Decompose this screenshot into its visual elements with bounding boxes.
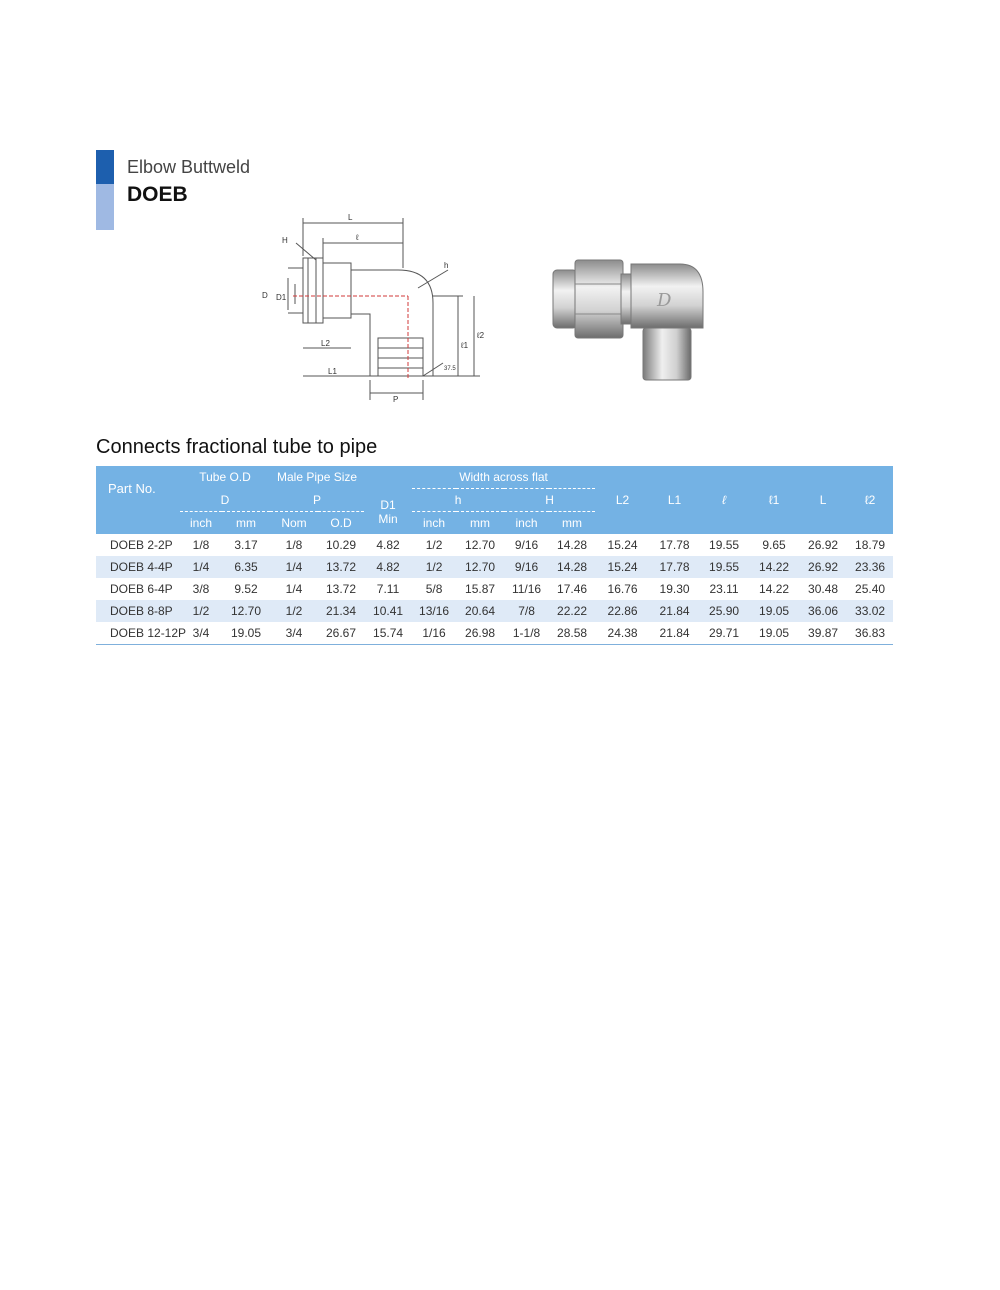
th-l1: L1	[667, 493, 682, 507]
cell: 13.72	[318, 556, 364, 578]
cell: 28.58	[549, 622, 595, 645]
cell: 9.65	[762, 538, 786, 552]
cell: 26.92	[799, 556, 847, 578]
product-subtitle: Elbow Buttweld	[127, 157, 251, 177]
table-row	[96, 534, 893, 556]
title-accent-bar-light	[96, 184, 114, 230]
cell: 39.87	[799, 622, 847, 645]
cell: 24.38	[595, 622, 650, 645]
cell: 15.24	[595, 556, 650, 578]
th-pipe-od: O.D	[330, 516, 352, 530]
cell: 10.29	[326, 538, 357, 552]
cell: 14.28	[549, 556, 595, 578]
cell: 19.30	[659, 582, 690, 596]
th-partno-spacer	[96, 512, 180, 535]
th-male-pipe-size: Male Pipe Size	[277, 470, 358, 485]
cell: 26.67	[318, 622, 364, 645]
th-tube-mm: mm	[236, 516, 256, 530]
cell: 1/2	[412, 556, 456, 578]
technical-drawing	[248, 208, 508, 408]
cell: 21.84	[650, 622, 699, 645]
spec-table	[96, 466, 893, 645]
cell: 16.76	[607, 582, 638, 596]
cell: 7.11	[376, 582, 400, 596]
th-pipe-symbol: P	[270, 489, 364, 512]
cell: 15.87	[465, 582, 496, 596]
section-heading: Connects fractional tube to pipe	[96, 436, 378, 458]
dim-label-L: L	[348, 213, 353, 222]
dim-label-l: ℓ	[356, 233, 359, 242]
cell: 4.82	[364, 556, 412, 578]
th-tube-inch: inch	[189, 516, 212, 530]
cell: 11/16	[511, 582, 542, 596]
dim-label-h: h	[444, 261, 449, 270]
cell: 14.28	[557, 538, 588, 552]
cell: 25.40	[855, 582, 886, 596]
cell: 3/4	[270, 622, 318, 645]
dim-label-angle: 37.5	[444, 366, 456, 372]
cell: 7/8	[504, 600, 549, 622]
product-photo	[545, 250, 745, 390]
cell: 19.05	[749, 622, 799, 645]
th-H-mm: mm	[562, 516, 583, 530]
cell: 21.84	[650, 600, 699, 622]
cell: 17.46	[557, 582, 588, 596]
table-row	[96, 600, 893, 622]
dim-label-H: H	[282, 236, 288, 245]
cell: 19.05	[222, 622, 270, 645]
dim-label-l2: ℓ2	[477, 331, 485, 340]
cell: 9/16	[514, 538, 539, 552]
cell: 1/8	[285, 538, 303, 552]
cell: 9/16	[504, 556, 549, 578]
product-title: DOEB	[127, 183, 188, 206]
cell: 12.70	[465, 538, 496, 552]
th-d1-min: Min	[378, 511, 398, 526]
header-row-1	[96, 466, 893, 489]
th-L: L	[819, 493, 827, 507]
cell: 14.22	[749, 556, 799, 578]
cell: 5/8	[425, 582, 443, 596]
svg-text:D: D	[657, 290, 672, 311]
th-ell1: ℓ1	[768, 493, 780, 507]
cell: 1/8	[192, 538, 210, 552]
cell: 1/2	[270, 600, 318, 622]
cell-part-no: DOEB 12-12P	[96, 622, 180, 645]
dim-label-L1: L1	[328, 367, 337, 376]
table-row	[96, 622, 893, 645]
dim-label-D: D	[262, 291, 268, 300]
cell: 6.35	[222, 556, 270, 578]
cell-part-no: DOEB 2-2P	[110, 538, 173, 552]
th-h-inch: inch	[423, 516, 446, 530]
dim-label-D1: D1	[276, 293, 287, 302]
cell: 36.83	[847, 622, 893, 645]
cell-part-no: DOEB 4-4P	[96, 556, 180, 578]
cell: 1/16	[412, 622, 456, 645]
cell: 17.78	[659, 538, 690, 552]
cell: 3/4	[180, 622, 222, 645]
cell: 22.22	[549, 600, 595, 622]
cell: 30.48	[808, 582, 839, 596]
th-pipe-nom: Nom	[281, 516, 307, 530]
th-width-across-flat: Width across flat	[412, 466, 595, 489]
cell: 15.24	[607, 538, 638, 552]
cell: 13/16	[412, 600, 456, 622]
cell: 12.70	[456, 556, 504, 578]
cell: 1/2	[180, 600, 222, 622]
cell: 18.79	[855, 538, 886, 552]
cell: 3/8	[192, 582, 210, 596]
cell-part-no: DOEB 6-4P	[110, 582, 173, 596]
dim-label-P: P	[393, 395, 399, 404]
th-l2: L2	[615, 493, 630, 507]
cell: 25.90	[699, 600, 749, 622]
dim-label-L2: L2	[321, 339, 330, 348]
cell: 20.64	[456, 600, 504, 622]
cell: 23.11	[709, 582, 739, 596]
cell: 23.36	[847, 556, 893, 578]
cell: 19.55	[709, 538, 740, 552]
th-h-small: h	[412, 489, 504, 512]
cell: 29.71	[699, 622, 749, 645]
cell: 1/4	[180, 556, 222, 578]
th-l: ℓ	[722, 493, 726, 507]
cell: 22.86	[595, 600, 650, 622]
cell: 19.55	[699, 556, 749, 578]
th-part-no: Part No.	[108, 481, 156, 497]
th-h-mm: mm	[470, 516, 491, 530]
cell: 26.98	[456, 622, 504, 645]
table-row	[96, 578, 893, 600]
cell: 4.82	[376, 538, 400, 552]
table-row	[96, 556, 893, 578]
cell: 33.02	[847, 600, 893, 622]
cell: 17.78	[650, 556, 699, 578]
cell: 9.52	[234, 582, 258, 596]
cell: 19.05	[749, 600, 799, 622]
th-d1: D1	[380, 497, 396, 512]
th-ell2: ℓ2	[864, 493, 876, 507]
th-tube-od: Tube O.D	[199, 470, 251, 485]
cell: 14.22	[759, 582, 790, 596]
cell: 15.74	[364, 622, 412, 645]
cell: 26.92	[808, 538, 839, 552]
cell: 12.70	[222, 600, 270, 622]
cell: 1/2	[425, 538, 443, 552]
title-accent-bar-dark	[96, 150, 114, 184]
cell: 1/4	[285, 582, 303, 596]
cell: 13.72	[326, 582, 357, 596]
cell: 10.41	[364, 600, 412, 622]
cell: 36.06	[799, 600, 847, 622]
dim-label-l1: ℓ1	[461, 341, 469, 350]
cell: 1/4	[270, 556, 318, 578]
th-H-inch: inch	[515, 516, 538, 530]
cell: 1-1/8	[504, 622, 549, 645]
cell-part-no: DOEB 8-8P	[96, 600, 180, 622]
th-tube-symbol: D	[180, 489, 270, 512]
th-h-big: H	[504, 489, 595, 512]
cell: 21.34	[318, 600, 364, 622]
cell: 3.17	[234, 538, 258, 552]
